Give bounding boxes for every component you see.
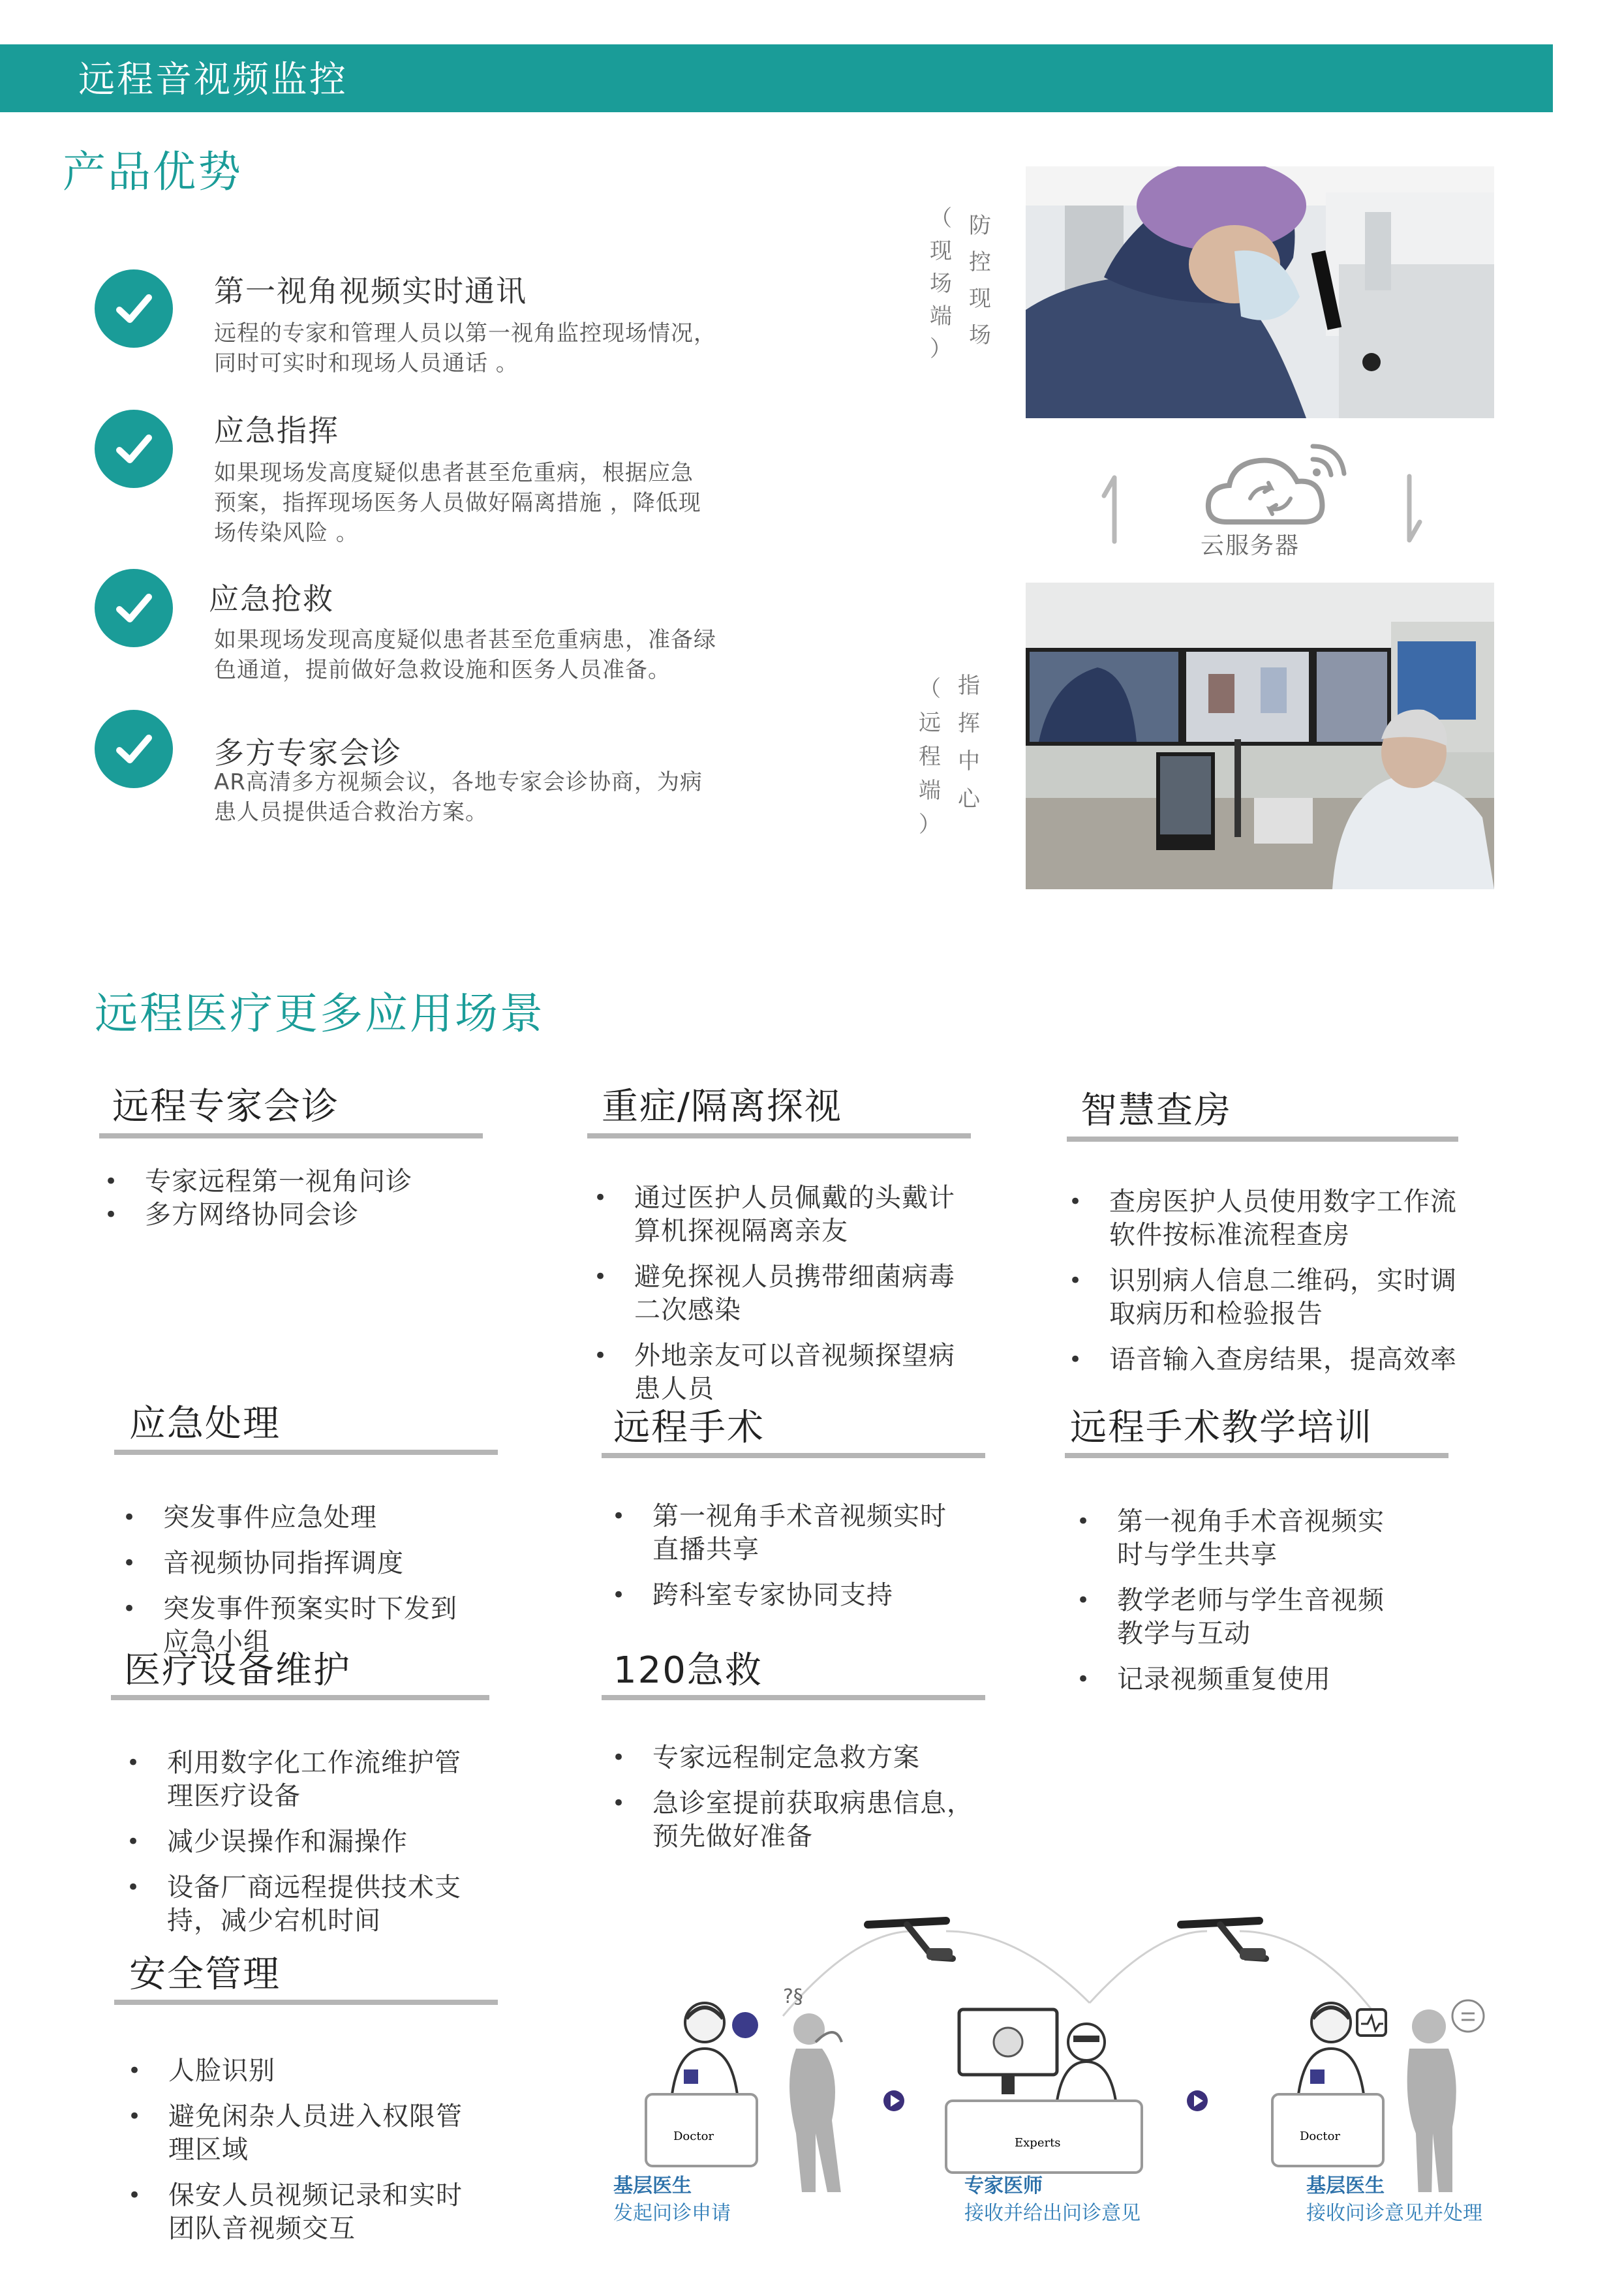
divider xyxy=(602,1695,985,1700)
list-item: • 专家远程制定急救方案 xyxy=(612,1741,973,1775)
page-title: 远程音视频监控 xyxy=(78,59,348,101)
list-item: • 第一视角手术音视频实 时与学生共享 xyxy=(1077,1505,1385,1572)
advantage-desc: 远程的专家和管理人员以第一视角监控现场情况， 同时可实时和现场人员通话 。 xyxy=(214,320,716,376)
scenario-list xyxy=(612,1488,947,1625)
divider xyxy=(111,1695,489,1700)
command-center-photo xyxy=(1026,583,1494,889)
check-icon xyxy=(95,710,173,788)
cloud-icon xyxy=(1201,444,1357,535)
list-item: • 人脸识别 xyxy=(128,2054,463,2088)
advantage-desc: AR高清多方视频会议，各地专家会诊协商，为病 患人员提供适合救治方案。 xyxy=(214,769,703,825)
scenario-title: 重症/隔离探视 xyxy=(602,1086,842,1128)
list-item: • 记录视频重复使用 xyxy=(1077,1663,1385,1696)
list-item: • 急诊室提前获取病患信息， 预先做好准备 xyxy=(612,1787,973,1854)
site-photo xyxy=(1026,166,1494,418)
check-icon xyxy=(95,269,173,348)
cloud-label: 云服务器 xyxy=(1201,532,1300,559)
divider xyxy=(114,1450,498,1455)
list-item: • 语音输入查房结果，提高效率 xyxy=(1069,1343,1457,1377)
scenarios-heading: 远程医疗更多应用场景 xyxy=(95,988,545,1039)
center-sublabel: （ 远 程 端 ） xyxy=(919,676,941,838)
list-item: • 多方网络协同会诊 xyxy=(104,1198,412,1232)
scenario-title: 120急救 xyxy=(613,1649,763,1692)
scenario-list xyxy=(104,1165,412,1232)
desk-label: Experts xyxy=(1015,2136,1061,2150)
list-item: • 通过医护人员佩戴的头戴计 算机探视隔离亲友 xyxy=(594,1182,955,1248)
scenario-list xyxy=(128,2042,463,2258)
svg-text:?§: ?§ xyxy=(783,1985,803,2008)
scenario-title: 远程手术教学培训 xyxy=(1070,1407,1373,1449)
list-item: • 突发事件预案实时下发到 应急小组 xyxy=(123,1593,457,1659)
divider xyxy=(99,1133,483,1138)
list-item: • 第一视角手术音视频实时 直播共享 xyxy=(612,1500,947,1566)
list-item: • 跨科室专家协同支持 xyxy=(612,1579,947,1612)
role-label: 基层医生 接收问诊意见并处理 xyxy=(1306,2175,1482,2225)
site-sublabel: （ 现 场 端 ） xyxy=(930,206,952,362)
divider xyxy=(1065,1453,1448,1458)
desk-label: Doctor xyxy=(673,2130,714,2143)
scenario-list xyxy=(127,1734,461,1950)
list-item: • 利用数字化工作流维护管 理医疗设备 xyxy=(127,1747,461,1813)
role-label: 基层医生 发起问诊申请 xyxy=(613,2175,731,2225)
advantages-heading: 产品优势 xyxy=(63,147,243,197)
list-item: • 专家远程第一视角问诊 xyxy=(104,1165,412,1198)
check-icon xyxy=(95,569,173,647)
divider xyxy=(1067,1137,1458,1142)
advantage-title: 应急指挥 xyxy=(214,413,339,448)
advantage-title: 多方专家会诊 xyxy=(214,735,402,771)
divider xyxy=(587,1133,971,1138)
list-item: • 设备厂商远程提供技术支 持，减少宕机时间 xyxy=(127,1871,461,1938)
list-item: • 减少误操作和漏操作 xyxy=(127,1825,461,1859)
list-item: • 教学老师与学生音视频 教学与互动 xyxy=(1077,1584,1385,1651)
list-item: • 突发事件应急处理 xyxy=(123,1501,457,1534)
scenario-list xyxy=(612,1729,973,1866)
list-item: • 音视频协同指挥调度 xyxy=(123,1547,457,1580)
list-item: • 避免闲杂人员进入权限管 理区域 xyxy=(128,2100,463,2167)
scenario-title: 远程专家会诊 xyxy=(112,1086,339,1128)
role-label: 专家医师 接收并给出问诊意见 xyxy=(964,2175,1141,2225)
scenario-title: 安全管理 xyxy=(129,1953,281,1996)
scenario-title: 应急处理 xyxy=(129,1403,281,1445)
advantage-title: 第一视角视频实时通讯 xyxy=(214,273,527,309)
list-item: • 识别病人信息二维码，实时调 取病历和检验报告 xyxy=(1069,1264,1457,1331)
list-item: • 避免探视人员携带细菌病毒 二次感染 xyxy=(594,1260,955,1327)
list-item: • 查房医护人员使用数字工作流 软件按标准流程查房 xyxy=(1069,1185,1457,1252)
advantage-title: 应急抢救 xyxy=(209,581,334,617)
list-item: • 外地亲友可以音视频探望病 患人员 xyxy=(594,1339,955,1406)
scenario-list xyxy=(594,1169,955,1418)
advantage-desc: 如果现场发高度疑似患者甚至危重病，根据应急 预案，指挥现场医务人员做好隔离措施 ，降低现 场传染风险 。 xyxy=(214,460,701,546)
site-label: 防 控 现 场 xyxy=(969,213,991,348)
divider xyxy=(114,2000,498,2005)
scenario-list xyxy=(1069,1173,1457,1389)
scenario-list xyxy=(1077,1493,1385,1709)
scenario-title: 智慧查房 xyxy=(1080,1090,1232,1132)
arrow-down-icon xyxy=(1390,470,1429,548)
advantage-desc: 如果现场发现高度疑似患者甚至危重病患，准备绿 色通道，提前做好急救设施和医务人员准备。 xyxy=(214,627,716,683)
divider xyxy=(602,1453,985,1458)
desk-label: Doctor xyxy=(1300,2130,1341,2143)
list-item: • 保安人员视频记录和实时 团队音视频交互 xyxy=(128,2179,463,2246)
workflow-illustration xyxy=(607,1905,1533,2192)
scenario-title: 远程手术 xyxy=(613,1407,765,1449)
scenario-title: 医疗设备维护 xyxy=(124,1649,351,1692)
center-label: 指 挥 中 心 xyxy=(958,673,980,812)
arrow-up-icon xyxy=(1095,470,1134,548)
check-icon xyxy=(95,410,173,488)
